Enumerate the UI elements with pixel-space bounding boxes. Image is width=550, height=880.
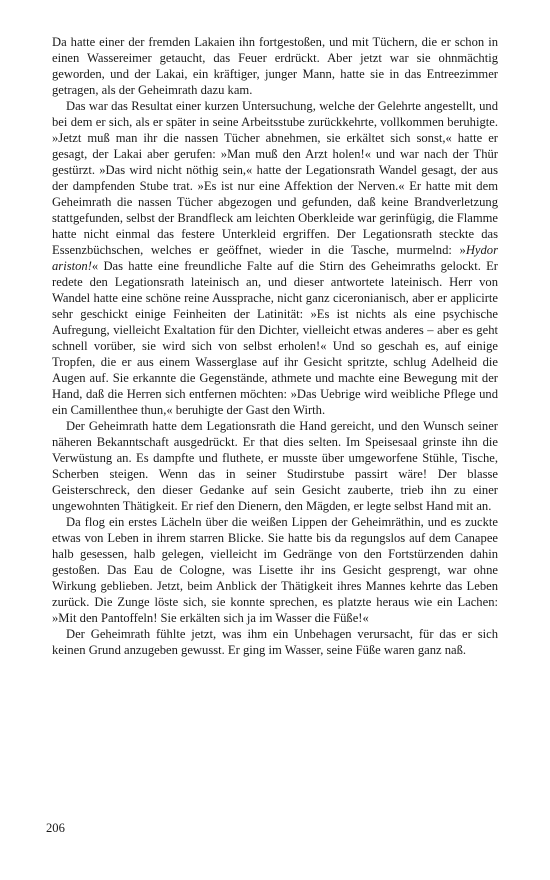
paragraph-3: Der Geheimrath hatte dem Legationsrath die Hand gereicht, und den Wunsch seiner näheren Bekanntschaft ausgedrückt. Er that dies selten. Im Speisesaal grinste ihn die Verwüstung an. Es dampfte und fluthete, er musste über umgeworfene Stühle, Tische, Scherben steigen. Wenn das in seiner Studirstube passirt wäre! Der blasse Geisterschreck, den dieser Gedanke auf sein Gesicht zauberte, trieb ihn zu einer ungewohnten Thätigkeit. Er rief den Dienern, den Mägden, er legte selbst Hand mit an.	[52, 419, 498, 513]
page-body	[52, 34, 498, 658]
paragraph-4: Da flog ein erstes Lächeln über die weißen Lippen der Geheimräthin, und es zuckte etwas von Leben in ihrem starren Blicke. Sie hatte bis da regungslos auf dem Canapee halb gesessen, halb gelegen, vielleicht im Gedränge von den Fortstürzenden dahin gestoßen. Das Eau de Cologne, was Lisette ihr ins Gesicht gesprengt, war ohne Wirkung geblieben. Jetzt, beim Anblick der Thätigkeit ihres Mannes kehrte das Leben zurück. Die Zunge löste sich, sie konnte sprechen, es platzte heraus wie ein Lachen: »Mit den Pantoffeln! Sie erkälten sich ja im Wasser die Füße!«	[52, 515, 498, 625]
paragraph-5: Der Geheimrath fühlte jetzt, was ihm ein Unbehagen verursacht, für das er sich keinen Grund anzugeben gewusst. Er ging im Wasser, seine Füße waren ganz naß.	[52, 627, 498, 657]
italic-phrase: Hydor ariston!	[52, 243, 498, 273]
paragraph-1: Da hatte einer der fremden Lakaien ihn fortgestoßen, und mit Tüchern, die er schon in einen Wassereimer getaucht, das Feuer erdrückt. Aber jetzt war sie ohnmächtig geworden, und der Lakai, ein kräftiger, junger Mann, hatte sie in das Entreezimmer getragen, als der Geheimrath dazu kam.	[52, 35, 498, 97]
paragraph-2: Das war das Resultat einer kurzen Untersuchung, welche der Gelehrte angestellt, und bei dem er sich, als er später in seine Arbeitsstube zurückkehrte, vollkommen beruhigte. »Jetzt muß man ihr die nassen Tücher abnehmen, sie erkältet sich sonst,« hatte er gesagt, der Lakai aber gerufen: »Man muß den Arzt holen!« und war nach der Thür gestürzt. »Das wird nicht nöthig sein,« hatte der Legationsrath Wandel gesagt, der aus der dampfenden Stube trat. »Es ist nur eine Affektion der Nerven.« Er hatte mit dem Geheimrath die nassen Tücher abgezogen und gefunden, daß keine Brandverletzung stattgefunden, selbst der Brandfleck am leichten Oberkleide war gerinfügig, die Flamme hatte nicht einmal das festere Unterkleid ergriffen. Der Legationsrath steckte das Essenzbüchschen, welches er geöffnet, wieder in die Tasche, murmelnd: »Hydor ariston!« Das hatte eine freundliche Falte auf die Stirn des Geheimraths gelockt. Er redete den Legationsrath lateinisch an, und dieser antwortete lateinisch. Herr von Wandel hatte eine schöne reine Aussprache, nicht ganz ciceronianisch, aber er applicirte sehr geschickt einige Feinheiten der Latinität: »Es ist nichts als eine psychische Aufregung, vielleicht Exaltation für den Dichter, vielleicht etwas anderes – aber es geht schnell vorüber, sie wird sich von selbst erholen!« Und so geschah es, auf einige Tropfen, die er aus einem Wasserglase auf ihr Gesicht spritzte, schlug Adelheid die Augen auf. Sie erkannte die Gegenstände, athmete und machte eine Bewegung mit der Hand, daß die Herren sich entfernen möchten: »Das Uebrige wird weibliche Pflege und ein Camillenthee thun,« beruhigte der Gast den Wirth.	[52, 99, 498, 417]
page-number: 206	[46, 821, 65, 835]
